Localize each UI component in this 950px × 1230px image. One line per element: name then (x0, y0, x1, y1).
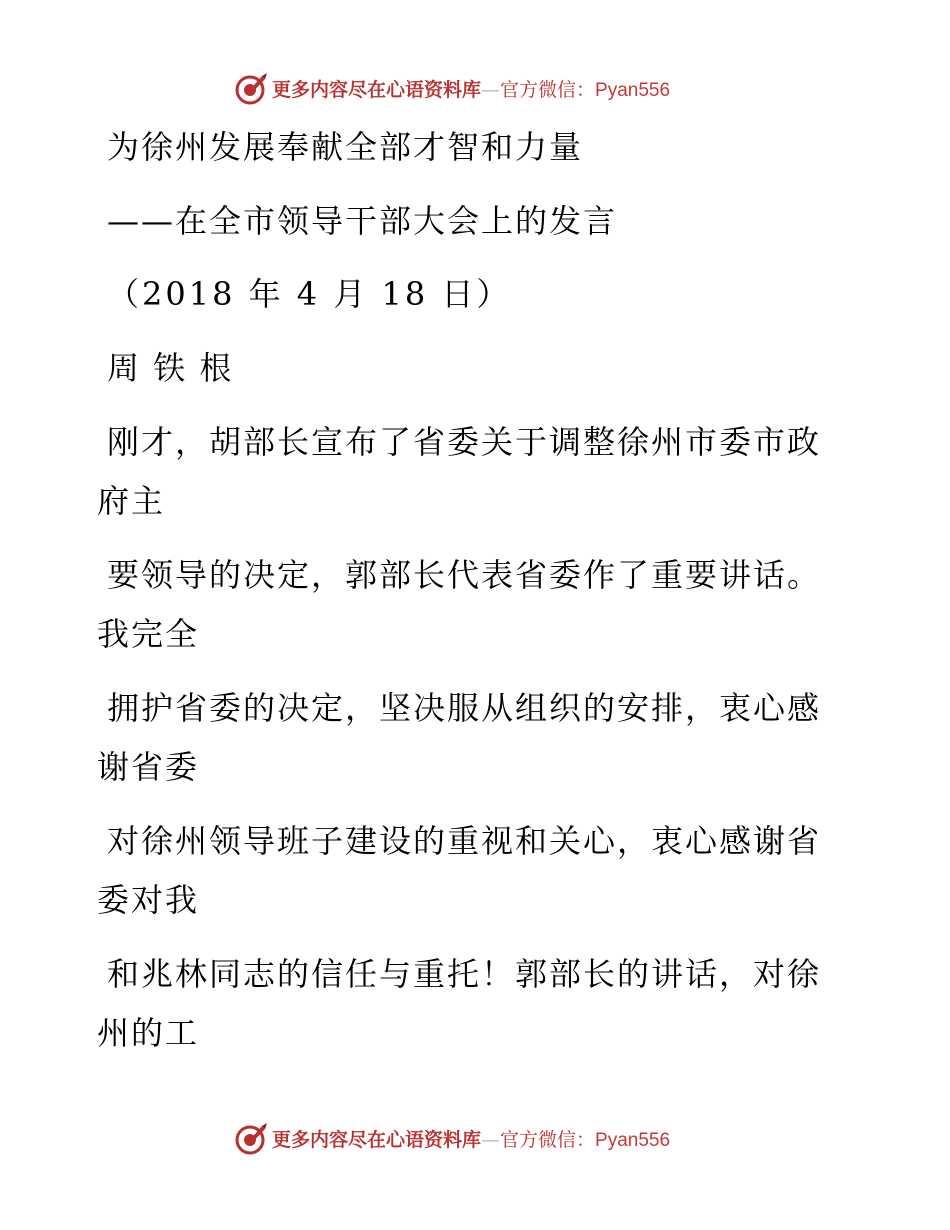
banner-text (272, 1128, 670, 1153)
paragraph-line: 拥护省委的决定，坚决服从组织的安排，衷心感 (107, 689, 822, 727)
paragraph-line: 府主 (97, 482, 166, 520)
paragraph-line: 委对我 (97, 881, 200, 919)
pen-logo-icon (234, 1122, 268, 1156)
banner-dash: — (481, 1129, 501, 1151)
paragraph-line: 和兆林同志的信任与重托！郭部长的讲话，对徐 (107, 955, 822, 993)
paragraph-line: 我完全 (97, 615, 200, 653)
banner-wechat-id: Pyan556 (595, 1130, 671, 1151)
banner-wechat-id: Pyan556 (595, 80, 671, 101)
paragraph-line: 谢省委 (97, 748, 200, 786)
paragraph-line: 要领导的决定，郭部长代表省委作了重要讲话。 (107, 556, 822, 594)
banner-wechat-label: 官方微信： (500, 79, 596, 101)
doc-date: （2018 年 4 月 18 日） (107, 275, 512, 313)
header-banner (0, 70, 950, 110)
banner-dash: — (481, 79, 501, 101)
banner-main-text: 更多内容尽在心语资料库 (272, 1129, 482, 1151)
pen-logo-icon (234, 72, 268, 106)
banner-wechat-label: 官方微信： (500, 1129, 596, 1151)
doc-title: 为徐州发展奉献全部才智和力量 (107, 128, 584, 166)
banner-text (272, 78, 670, 103)
doc-subtitle: ——在全市领导干部大会上的发言 (107, 202, 618, 240)
paragraph-line: 刚才，胡部长宣布了省委关于调整徐州市委市政 (107, 423, 822, 461)
paragraph-line: 州的工 (97, 1014, 200, 1052)
footer-banner (0, 1120, 950, 1160)
paragraph-line: 对徐州领导班子建设的重视和关心，衷心感谢省 (107, 822, 822, 860)
doc-author: 周 铁 根 (107, 349, 234, 387)
banner-main-text: 更多内容尽在心语资料库 (272, 79, 482, 101)
